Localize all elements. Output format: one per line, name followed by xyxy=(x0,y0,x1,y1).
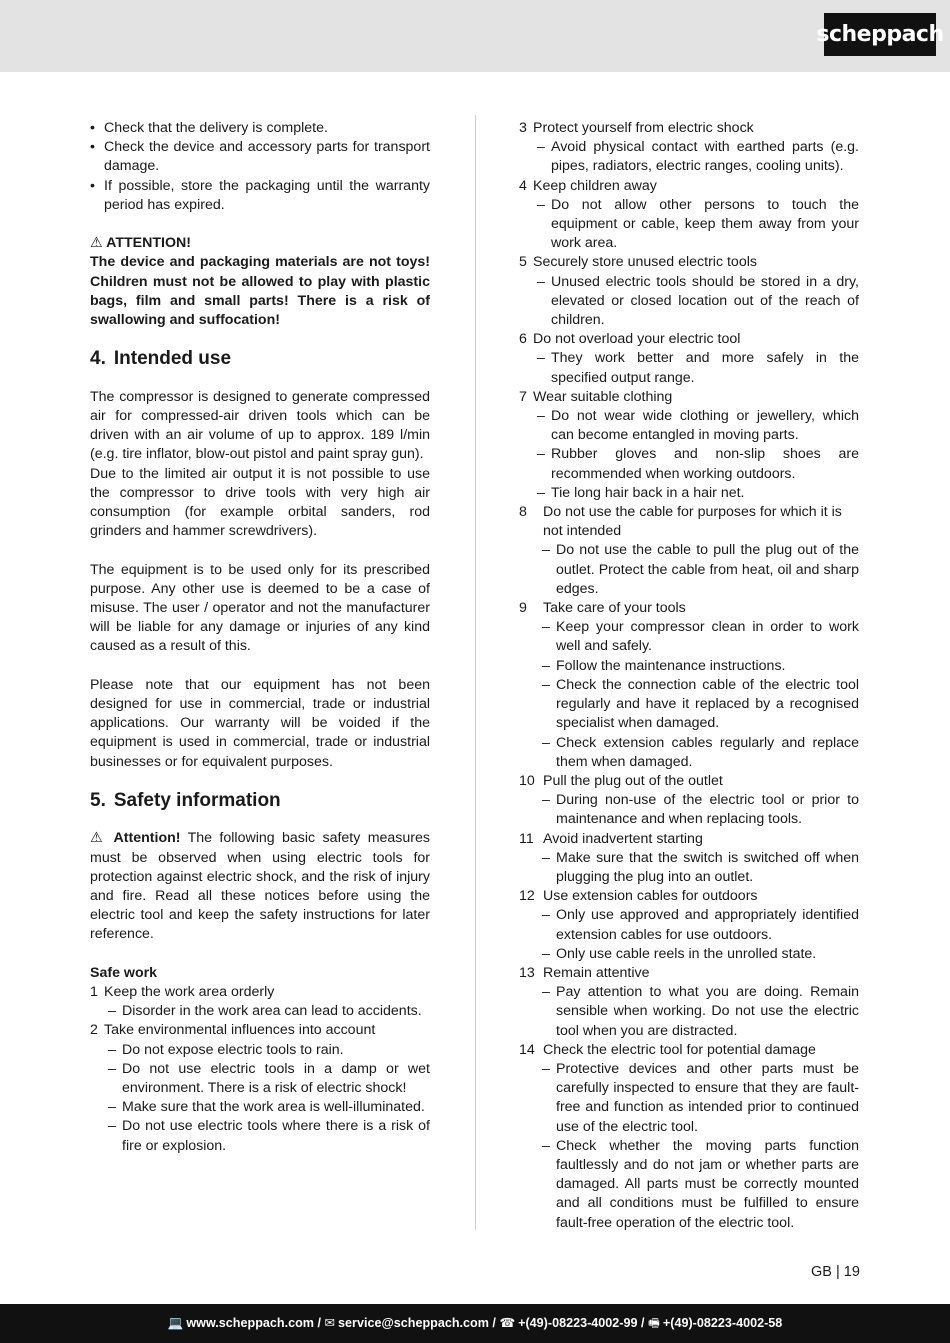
dash-item: – Do not use electric tools where there is a risk of fire or explosion. xyxy=(90,1117,430,1155)
phone-icon: ☎ xyxy=(499,1315,516,1330)
left-column xyxy=(90,119,430,1156)
paragraph: The compressor is designed to generate compressed air for compressed-air driven tools which can be driven with an air volume of up to approx. 189 l/min (e.g. tire inflator, blow-out pistol and paint spray gun). xyxy=(90,388,430,463)
numbered-item: 6 Do not overload your electric tool xyxy=(519,331,741,348)
dash-item: – They work better and more safely in the specified output range. xyxy=(519,349,859,387)
dash-item: – Only use approved and appropriately identified extension cables for use outdoors. xyxy=(519,906,859,944)
dash-item: – Do not use electric tools in a damp or wet environment. There is a risk of electric shock! xyxy=(90,1060,430,1098)
numbered-item: 3 Protect yourself from electric shock xyxy=(519,120,754,136)
numbered-item: 2 Take environmental influences into account xyxy=(90,1022,376,1039)
dash-item: – Protective devices and other parts must be carefully inspected to ensure that they are fault-free and function as intended prior to continued use of the electric tool. xyxy=(519,1060,859,1137)
attention-text: The device and packaging materials are not toys! Children must not be allowed to play with plastic bags, film and small parts! There is a risk of swallowing and suffocation! xyxy=(90,254,430,329)
dash-item: – Check whether the moving parts function faultlessly and do not jam or whether parts are damaged. All parts must be correctly mounted and all conditions must be fulfilled to ensure fault-free operation of the electric tool. xyxy=(519,1137,859,1233)
numbered-item: 14 Check the electric tool for potential damage xyxy=(519,1041,816,1058)
numbered-item: 4 Keep children away xyxy=(519,177,657,194)
header-bar xyxy=(0,0,950,72)
mail-icon: ✉ xyxy=(324,1315,336,1330)
website-link[interactable]: www.scheppach.com xyxy=(186,1315,314,1330)
list-item: • If possible, store the packaging until the warranty period has expired. xyxy=(90,177,430,215)
dash-item: – During non-use of the electric tool or prior to maintenance and when replacing tools. xyxy=(519,791,859,829)
dash-item: – Only use cable reels in the unrolled state. xyxy=(519,945,859,964)
dash-item: – Pay attention to what you are doing. Remain sensible when working. Do not use the electric tool when you are distracted. xyxy=(519,983,859,1041)
attention-heading: ⚠ ATTENTION! xyxy=(90,235,192,252)
dash-item: – Unused electric tools should be stored in a dry, elevated or closed location out of the reach of children. xyxy=(519,273,859,331)
page-number: GB | 19 xyxy=(811,1264,860,1280)
dash-item: – Make sure that the switch is switched off when plugging the plug into an outlet. xyxy=(519,849,859,887)
column-divider xyxy=(475,115,476,1230)
subheading-safe-work: Safe work xyxy=(90,964,158,981)
numbered-item: 1 Keep the work area orderly xyxy=(90,984,275,1001)
warning-icon: ⚠ xyxy=(90,235,103,252)
fax-number: +(49)-08223-4002-58 xyxy=(662,1315,783,1330)
numbered-item: 9 Take care of your tools xyxy=(519,600,686,617)
footer-bar: 💻 www.scheppach.com / ✉ service@scheppach.com / ☎ +(49)-08223-4002-99 / 🖷 +(49)-08223-4002-58 xyxy=(0,1304,950,1343)
dash-item: – Avoid physical contact with earthed parts (e.g. pipes, radiators, electric ranges, cooling units). xyxy=(519,138,859,176)
dash-item: – Rubber gloves and non-slip shoes are recommended when working outdoors. xyxy=(519,445,859,483)
paragraph: Please note that our equipment has not been designed for use in commercial, trade or industrial applications. Our warranty will be voided if the equipment is used in commercial, trade or industrial businesses or for equivalent purposes. xyxy=(90,676,430,770)
dash-item: – Do not use the cable to pull the plug out of the outlet. Protect the cable from heat, oil and sharp edges. xyxy=(519,541,859,599)
dash-item: – Keep your compressor clean in order to work well and safely. xyxy=(519,618,859,656)
right-column xyxy=(519,119,859,1233)
section-heading-safety-information: 5. Safety information xyxy=(90,789,281,811)
warning-icon: ⚠ xyxy=(90,830,107,847)
dash-item: – Disorder in the work area can lead to accidents. xyxy=(90,1002,430,1021)
dash-item: – Do not expose electric tools to rain. xyxy=(90,1041,430,1060)
attention-paragraph: ⚠ Attention! The following basic safety measures must be observed when using electric tools for protection against electric shock, and the risk of injury and fire. Read all these notices before using the electric tool and keep the safety instructions for later reference. xyxy=(90,830,430,943)
numbered-item: 13 Remain attentive xyxy=(519,964,650,981)
list-item: • Check that the delivery is complete. xyxy=(90,119,430,138)
numbered-item: 10 Pull the plug out of the outlet xyxy=(519,772,723,789)
numbered-item: 5 Securely store unused electric tools xyxy=(519,254,757,271)
paragraph: The equipment is to be used only for its prescribed purpose. Any other use is deemed to be a case of misuse. The user / operator and not the manufacturer will be liable for any damage or injuries of any kind caused as a result of this. xyxy=(90,561,430,655)
dash-item: – Tie long hair back in a hair net. xyxy=(519,484,859,503)
dash-item: – Do not allow other persons to touch the equipment or cable, keep them away from your work area. xyxy=(519,196,859,254)
dash-item: – Make sure that the work area is well-illuminated. xyxy=(90,1098,430,1117)
numbered-item: 8 Do not use the cable for purposes for which it is not intended xyxy=(519,504,842,540)
scheppach-logo: scheppach xyxy=(824,13,936,56)
numbered-item: 7 Wear suitable clothing xyxy=(519,388,673,405)
dash-item: – Follow the maintenance instructions. xyxy=(519,657,859,676)
dash-item: – Check the connection cable of the electric tool regularly and have it replaced by a recognised specialist when damaged. xyxy=(519,676,859,734)
section-heading-intended-use: 4. Intended use xyxy=(90,348,232,370)
email-link[interactable]: service@scheppach.com xyxy=(338,1315,489,1330)
numbered-item: 11 Avoid inadvertent starting xyxy=(519,830,703,847)
list-item: • Check the device and accessory parts for transport damage. xyxy=(90,138,430,176)
phone-number: +(49)-08223-4002-99 xyxy=(518,1315,638,1330)
dash-item: – Do not wear wide clothing or jewellery, which can become entangled in moving parts. xyxy=(519,407,859,445)
fax-icon: 🖷 xyxy=(648,1315,660,1330)
computer-icon: 💻 xyxy=(167,1315,184,1330)
paragraph: Due to the limited air output it is not possible to use the compressor to drive tools with very high air consumption (for example orbital sanders, rod grinders and hammer screwdrivers). xyxy=(90,465,430,540)
numbered-item: 12 Use extension cables for outdoors xyxy=(519,888,758,905)
dash-item: – Check extension cables regularly and replace them when damaged. xyxy=(519,734,859,772)
